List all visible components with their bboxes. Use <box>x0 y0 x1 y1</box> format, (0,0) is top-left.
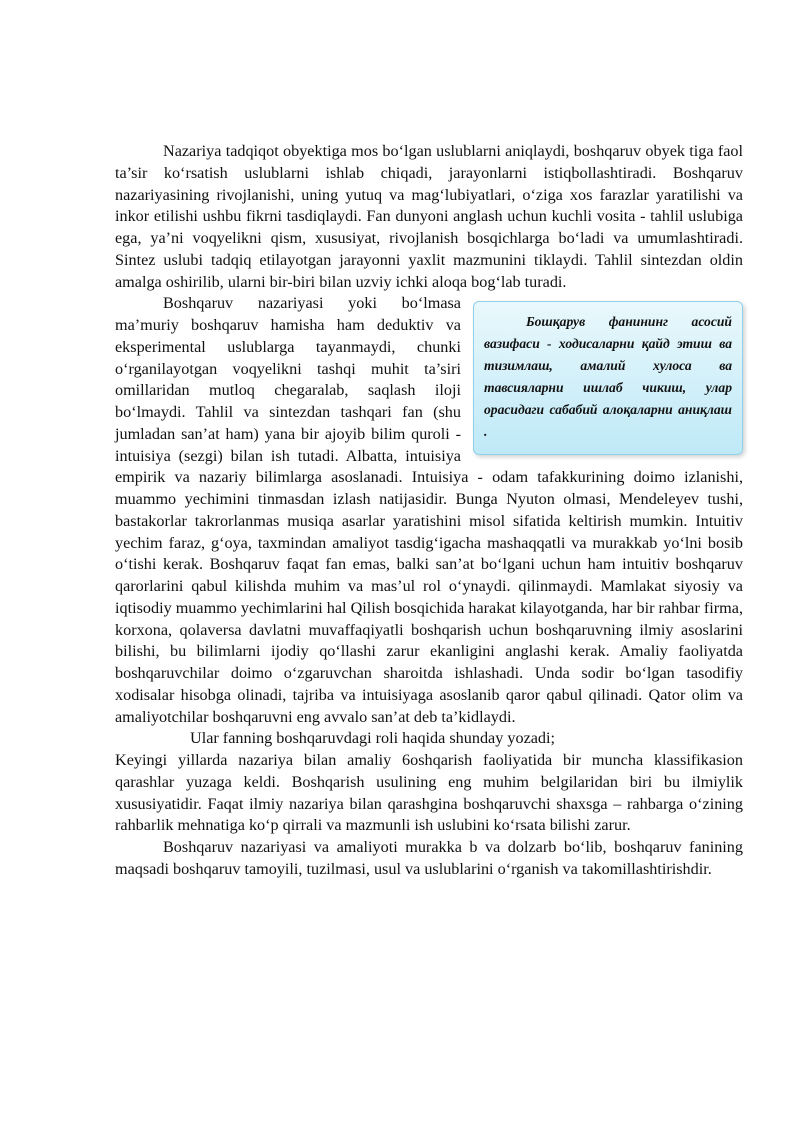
text-with-callout <box>115 293 743 728</box>
paragraph-1: Nazariya tadqiqot obyektiga mos bo‘lgan uslublarni aniqlaydi, boshqaruv obyek tiga faol ta’sir ko‘rsatish uslublarni ishlab chiqadi, jarayonlarni istiqbollashtiradi. Boshqaruv nazariyasining rivojlanishi, uning yutuq va mag‘lubiyatlari, o‘ziga xos farazlar yaratilishi va inkor etilishi ushbu fikrni tasdiqlaydi. Fan dunyoni anglash uchun kuchli vosita - tahlil uslubiga ega, ya’ni voqyelikni qism, xususiyat, rivojlanish bosqichlarga bo‘ladi va umumlashtiradi. Sintez uslubi tadqiq etilayotgan jarayonni yaxlit mazmunini tiklaydi. Tahlil sintezdan oldin amalga oshirilib, ularni bir-biri bilan uzviy ichki aloqa bog‘lab turadi. <box>115 142 743 291</box>
paragraph-2: Boshqaruv nazariyasi yoki bo‘lmasa ma’muriy boshqaruv hamisha ham deduktiv va eksperimental uslublarga tayanmaydi, chunki o‘rganilayotgan voqyelikni tashqi muhit ta’siri omillaridan mutloq chegaralab, saqlash iloji bo‘lmaydi. Tahlil va sintezdan tashqari fan (shu jumladan san’at ham) yana bir ajoyib bilim quroli - intuisiya (sezgi) bilan ish tutadi. Albatta, intuisiya empirik va nazariy bilimlarga asoslanadi. Intuisiya - odam tafakkurining doimo izlanishi, muammo yechimini tinmasdan izlash natijasidir. Bunga Nyuton olmasi, Mendeleyev tushi, bastakorlar takrorlanmas musiqa asarlar yaratishini misol sifatida keltirish mumkin. Intuitiv yechim faraz, g‘oya, taxmindan amaliyot tasdig‘igacha mashaqqatli va murakkab yo‘lni bosib o‘tishi kerak. Boshqaruv faqat fan emas, balki san’at bo‘lgani uchun ham intuitiv boshqaruv qarorlarini qabul kilishda muhim va mas’ul rol o‘ynaydi. qilinmaydi. Mamlakat siyosiy va iqtisodiy muammo yechimlarini hal Qilish bosqichida harakat kilayotganda, har bir rahbar firma, korxona, qolaversa davlatni muvaffaqiyatli boshqarish uchun boshqaruvning ilmiy asoslarini bilishi, bu bilimlarni ijodiy qo‘llashi zarur ekanligini anglashi kerak. Amaliy faoliyatda boshqaruvchilar doimo o‘zgaruvchan sharoitda ishlashadi. Unda sodir bo‘lgan tasodifiy xodisalar hisobga olinadi, tajriba va intuisiyaga asoslanib qaror qabul qilinadi. Qator olim va amaliyotchilar boshqaruvni eng avvalo san’at deb ta’kidlaydi. <box>115 294 743 726</box>
paragraph-3: Ular fanning boshqaruvdagi roli haqida shunday yozadi; <box>190 729 556 748</box>
document-body <box>115 141 743 881</box>
paragraph-5: Boshqaruv nazariyasi va amaliyoti murakka b va dolzarb bo‘lib, boshqaruv fanining maqsadi boshqaruv tamoyili, tuzilmasi, usul va uslublarini o‘rganish va takomillashtirishdir. <box>115 838 743 878</box>
paragraph-4: Keyingi yillarda nazariya bilan amaliy 6oshqarish faoliyatida bir muncha klassifikasion qarashlar yuzaga keldi. Boshqarish usulining eng muhim belgilaridan biri bu ilmiylik xususiyatidir. Faqat ilmiy nazariya bilan qarashgina boshqaruvchi shaxsga – rahbarga o‘zining rahbarlik mehnatiga ko‘p qirrali va mazmunli ish uslubini ko‘rsata bilishi zarur. <box>115 751 743 835</box>
callout-text: Бошқарув фанининг асосий вазифаси - ходисаларни қайд этиш ва тизимлаш, амалий хулоса ва тавсияларни ишлаб чикиш, улар орасидаги сабабий алоқаларни аниқлаш . <box>484 314 732 440</box>
callout-box <box>473 301 743 455</box>
